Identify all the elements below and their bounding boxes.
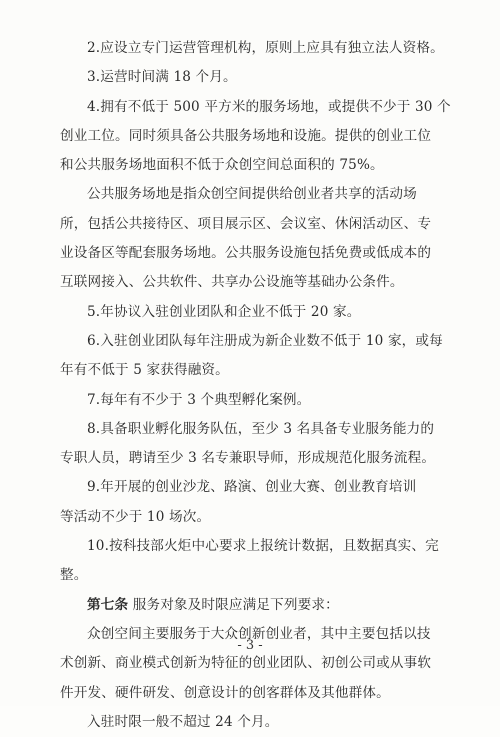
text-line: 专职人员，聘请至少 3 名专兼职导师，形成规范化服务流程。: [60, 450, 436, 467]
text-line: 术创新、商业模式创新为特征的创业团队、初创公司或从事软: [60, 655, 432, 672]
text-line: 和公共服务场地面积不低于众创空间总面积的 75%。: [60, 157, 384, 174]
text-line: 4.拥有不低于 500 平方米的服务场地，或提供不少于 30 个: [87, 98, 451, 115]
text-line: 6.入驻创业团队每年注册成为新企业数不低于 10 家，或每: [87, 332, 443, 349]
text-line: 入驻时限一般不超过 24 个月。: [87, 713, 279, 730]
document-body: [60, 34, 452, 737]
text-line: 8.具备职业孵化服务队伍，至少 3 名具备专业服务能力的: [87, 420, 435, 437]
text-line: 所，包括公共接待区、项目展示区、会议室、休闲活动区、专: [60, 215, 432, 232]
text-line: 3.运营时间满 18 个月。: [87, 69, 237, 86]
text-line: 2.应设立专门运营管理机构，原则上应具有独立法人资格。: [87, 40, 444, 56]
text-line: 年有不低于 5 家获得融资。: [60, 362, 229, 379]
text-line: 公共服务场地是指众创空间提供给创业者共享的活动场: [87, 186, 417, 203]
text-line: 互联网接入、公共软件、共享办公设施等基础办公条件。: [60, 274, 404, 291]
text-line: 10.按科技部火炬中心要求上报统计数据，且数据真实、完: [87, 538, 439, 555]
text-line: 众创空间主要服务于大众创新创业者，其中主要包括以技: [87, 625, 431, 642]
text-line: 9.年开展的创业沙龙、路演、创业大赛、创业教育培训: [87, 479, 417, 496]
article-heading-line: [60, 591, 452, 620]
article-number: 第七条: [87, 596, 129, 613]
page-number: - 3 -: [237, 638, 263, 653]
article-heading-text: 服务对象及时限应满足下列要求：: [128, 596, 339, 613]
text-line: 7.每年有不少于 3 个典型孵化案例。: [87, 391, 311, 408]
text-line: 业设备区等配套服务场地。公共服务设施包括免费或低成本的: [60, 245, 432, 262]
text-line: 5.年协议入驻创业团队和企业不低于 20 家。: [87, 303, 361, 320]
text-line: 整。: [60, 567, 88, 584]
text-line: 等活动不少于 10 场次。: [60, 508, 211, 525]
text-line: 创业工位。同时须具备公共服务场地和设施。提供的创业工位: [60, 127, 432, 144]
text-line: 件开发、硬件研发、创意设计的创客群体及其他群体。: [60, 684, 390, 701]
